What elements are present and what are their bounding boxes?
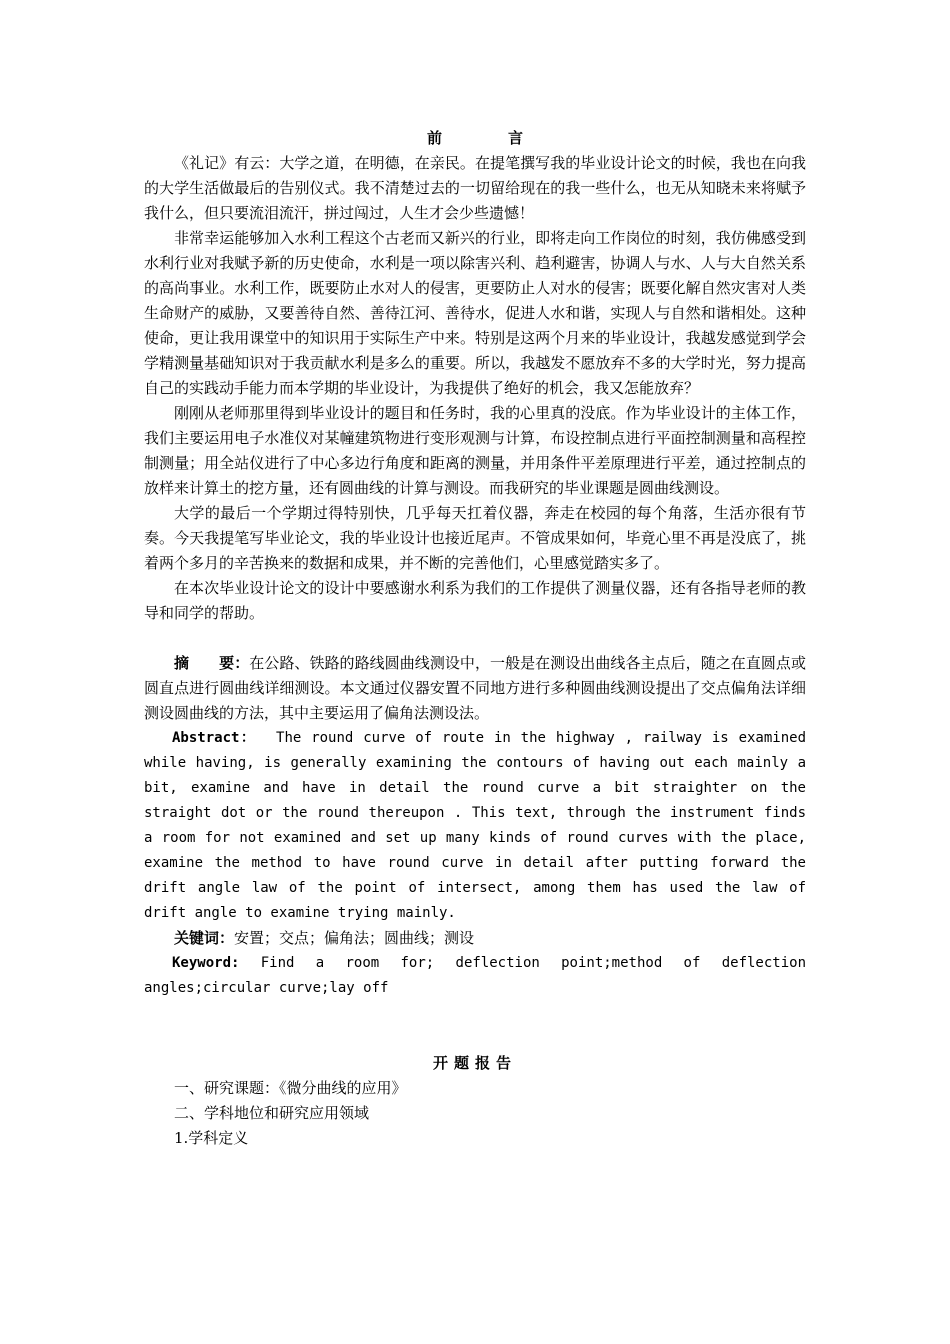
abstract-en [144, 726, 806, 926]
abstract-en-text: The round curve of route in the highway , railway is examined while having, is generally examining the contours of having out each mainly a bit, examine and have in detail the round curve a bit straighter on the straight dot or the round thereupon . This text, through the instrument finds a room for not examined and set up many kinds of round curves with the place, examine the method to have round curve in detail after putting forward the drift angle law of the point of intersect, among them has used the law of drift angle to examine trying mainly. [144, 730, 806, 921]
keywords-en [144, 951, 806, 1001]
keywords-zh-label: 关键词： [174, 929, 235, 947]
spacer [144, 1001, 806, 1051]
spacer [144, 626, 806, 651]
preface-paragraph-2: 非常幸运能够加入水利工程这个古老而又新兴的行业，即将走向工作岗位的时刻，我仿佛感受到水利行业对我赋予新的历史使命，水利是一项以除害兴利、趋利避害，协调人与水、人与大自然关系的高尚事业。水利工作，既要防止水对人的侵害，更要防止人对水的侵害；既要化解自然灾害对人类生命财产的威胁，又要善待自然、善待江河、善待水，促进人水和谐，实现人与自然和谐相处。这种使命，更让我用课堂中的知识用于实际生产中来。特别是这两个月来的毕业设计，我越发感觉到学会学精测量基础知识对于我贡献水利是多么的重要。所以，我越发不愿放弃不多的大学时光，努力提高自己的实践动手能力而本学期的毕业设计，为我提供了绝好的机会，我又怎能放弃？ [144, 229, 806, 397]
report-line-2: 二、学科地位和研究应用领域 [174, 1104, 370, 1122]
abstract-en-label: Abstract： [172, 730, 257, 746]
preface-title-left: 前 [426, 129, 442, 147]
report-title: 开题报告 [432, 1054, 517, 1072]
abstract-zh [144, 651, 806, 726]
document-content [144, 126, 806, 1151]
preface-title [144, 126, 806, 151]
preface-paragraph-3: 刚刚从老师那里得到毕业设计的题目和任务时，我的心里真的没底。作为毕业设计的主体工作，我们主要运用电子水准仪对某幢建筑物进行变形观测与计算，布设控制点进行平面控制测量和高程控制测量；用全站仪进行了中心多边行角度和距离的测量，并用条件平差原理进行平差，通过控制点的放样来计算土的挖方量，还有圆曲线的计算与测设。而我研究的毕业课题是圆曲线测设。 [144, 404, 806, 497]
preface-paragraph-1: 《礼记》有云：大学之道，在明德，在亲民。在提笔撰写我的毕业设计论文的时候，我也在向我的大学生活做最后的告别仪式。我不清楚过去的一切留给现在的我一些什么，也无从知晓未来将赋予我什么，但只要流泪流汗，拼过闯过，人生才会少些遗憾！ [144, 154, 806, 222]
preface-paragraph-5: 在本次毕业设计论文的设计中要感谢水利系为我们的工作提供了测量仪器，还有各指导老师的教导和同学的帮助。 [144, 579, 806, 622]
preface-title-right: 言 [508, 129, 524, 147]
keywords-zh [144, 926, 806, 951]
keywords-en-label: Keyword: [172, 955, 240, 971]
abstract-zh-text: 在公路、铁路的路线圆曲线测设中，一般是在测设出曲线各主点后，随之在直圆点或圆直点进行圆曲线详细测设。本文通过仪器安置不同地方进行多种圆曲线测设提出了交点偏角法详细测设圆曲线的方法，其中主要运用了偏角法测设法。 [144, 654, 806, 722]
abstract-zh-label: 摘 要： [174, 654, 250, 672]
preface-paragraph-4: 大学的最后一个学期过得特别快，几乎每天扛着仪器，奔走在校园的每个角落，生活亦很有节奏。今天我提笔写毕业论文，我的毕业设计也接近尾声。不管成果如何，毕竟心里不再是没底了，挑着两个多月的辛苦换来的数据和成果，并不断的完善他们，心里感觉踏实多了。 [144, 504, 806, 572]
keywords-en-text: Find a room for; deflection point;method of deflection angles;circular curve;lay off [144, 955, 806, 996]
keywords-zh-text: 安置；交点；偏角法；圆曲线；测设 [234, 929, 475, 947]
report-line-3: 1.学科定义 [174, 1129, 249, 1147]
report-line-1: 一、研究课题：《微分曲线的应用》 [174, 1079, 407, 1097]
